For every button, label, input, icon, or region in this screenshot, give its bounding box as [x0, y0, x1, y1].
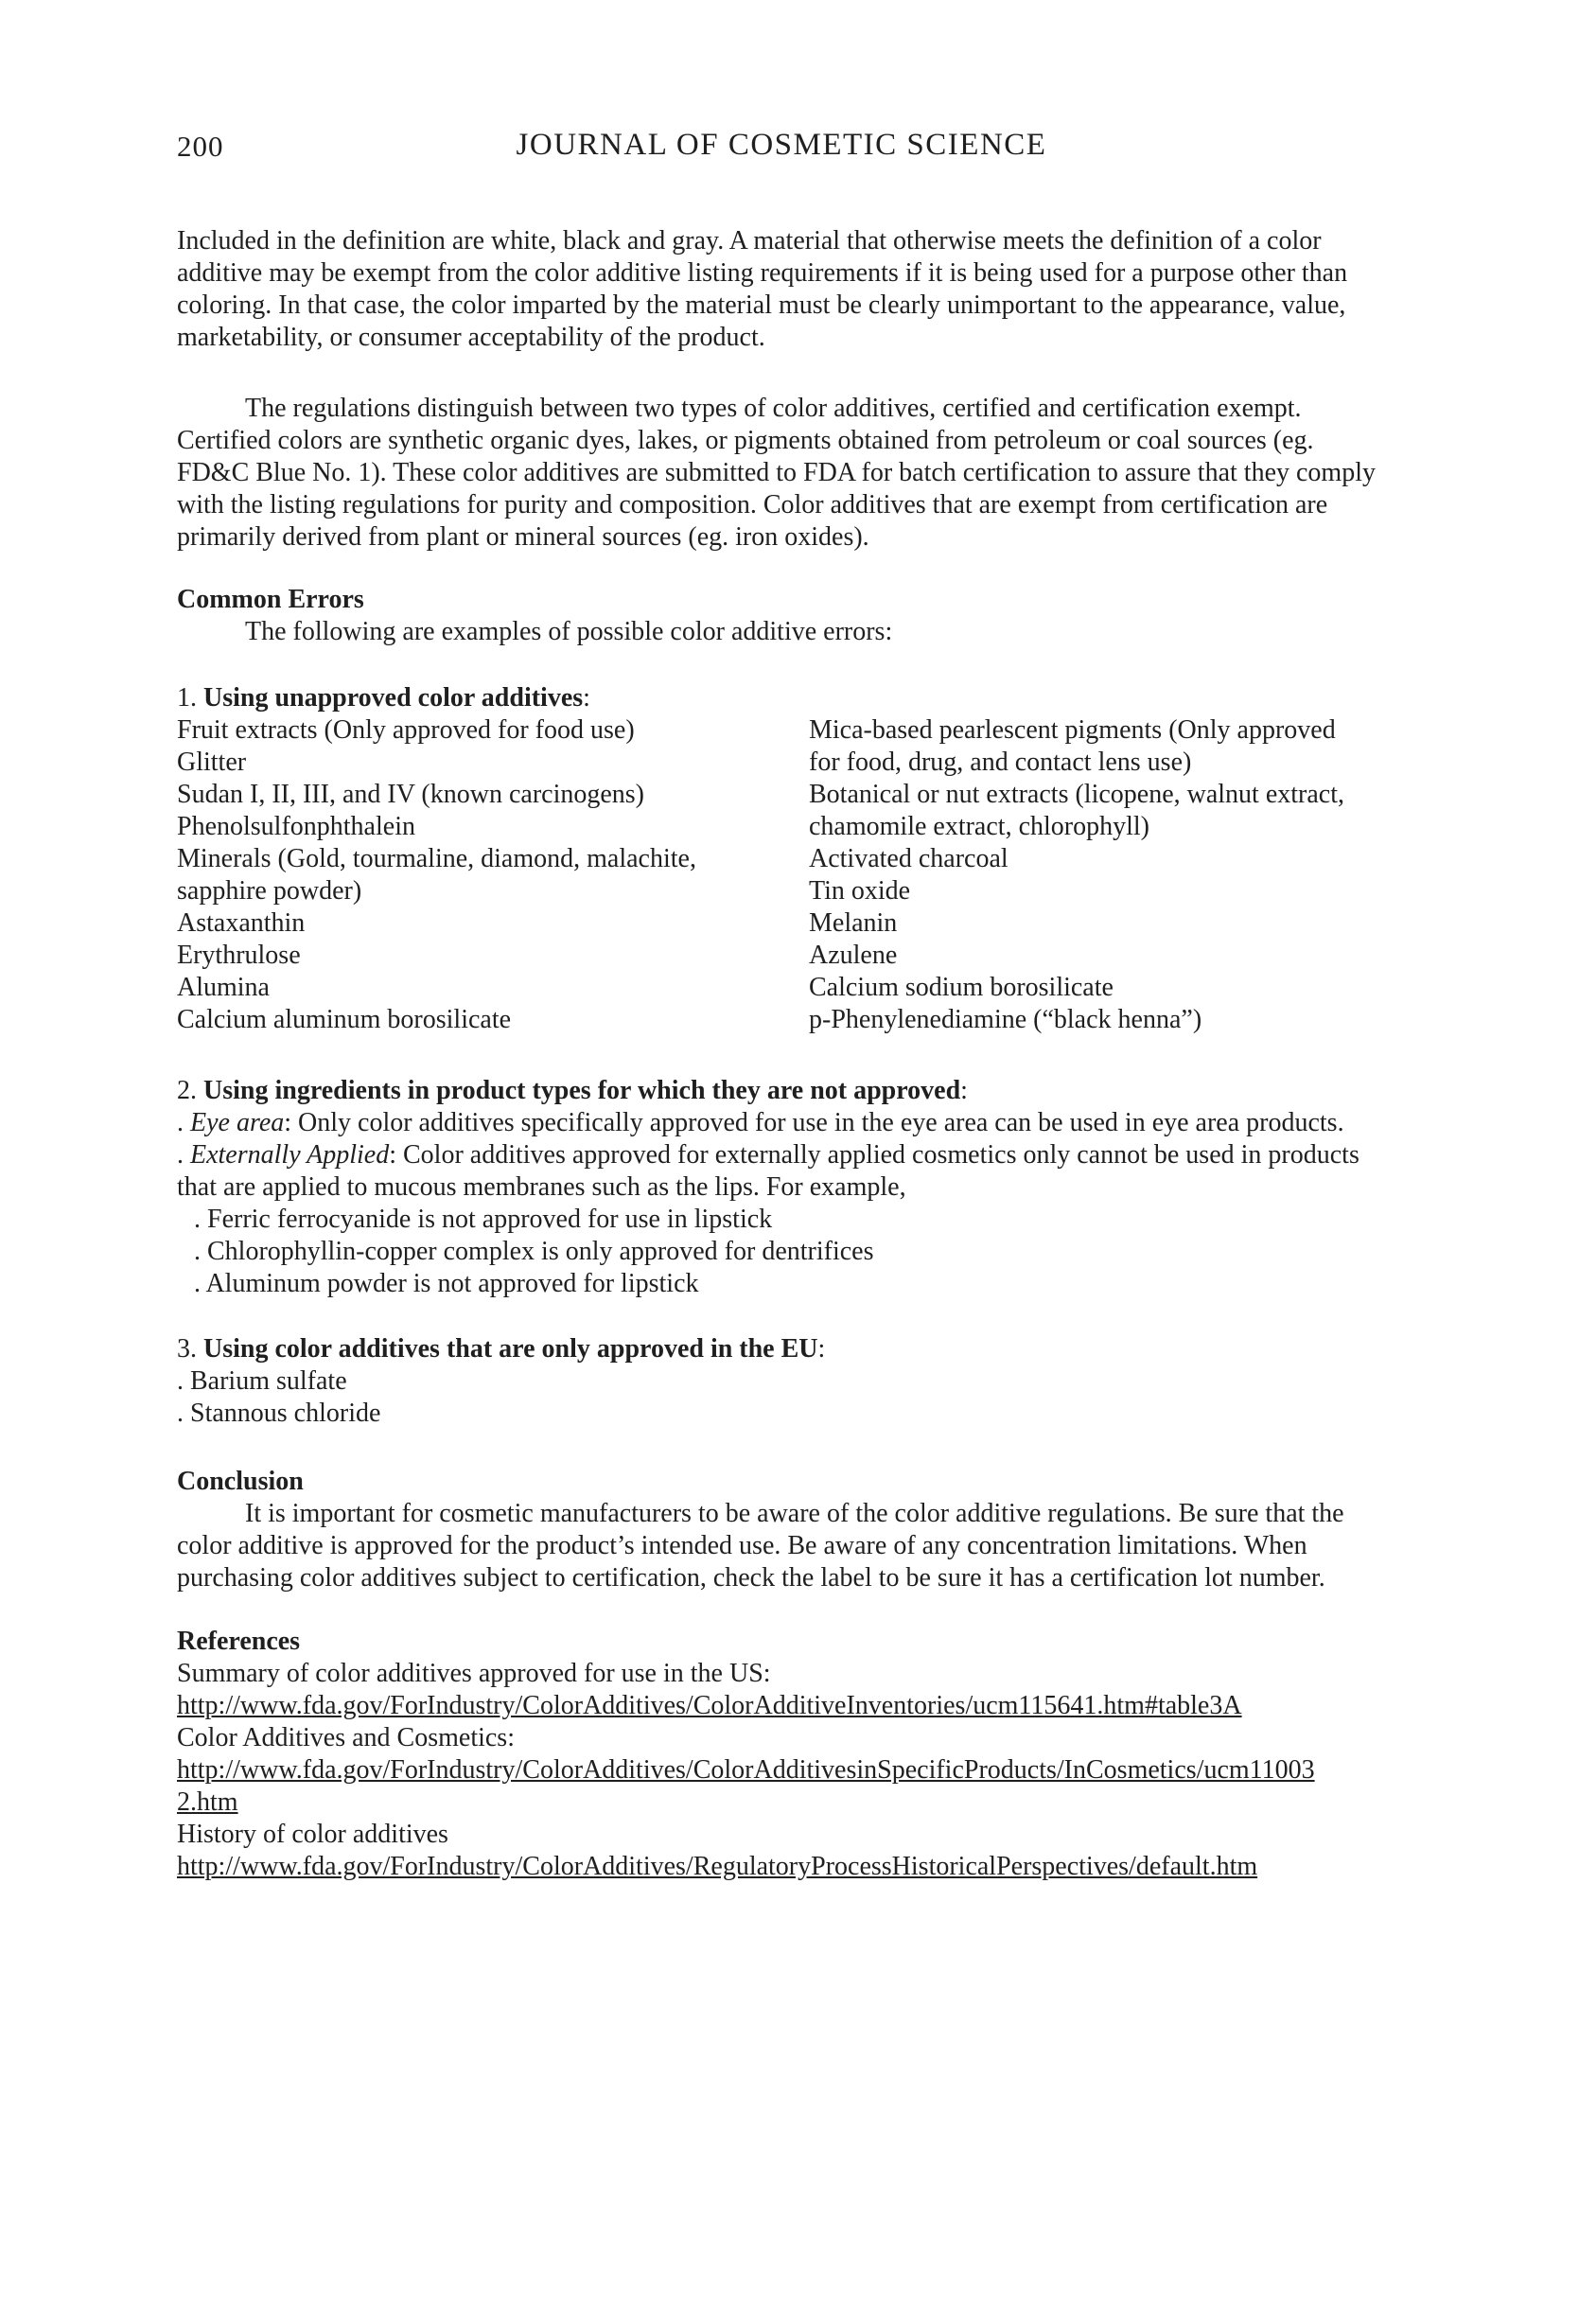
reference-link-row [177, 1787, 1386, 1819]
reference-label: Color Additives and Cosmetics: [177, 1723, 515, 1752]
list-line: Phenolsulfonphthalein [177, 812, 415, 841]
intro-paragraph: Included in the definition are white, black and gray. A material that otherwise meets the definition of a color additive may be exempt from the color additive listing requirements if it is being used for a purpose other than coloring. In that case, the color imparted by the material must be clearly unimportant to the appearance, value, marketability, or consumer acceptability of the product. [177, 226, 1348, 352]
bullet-lead-italic: Eye area [190, 1108, 285, 1137]
list-col-right [809, 714, 1344, 1036]
reference-link-row [177, 1851, 1386, 1883]
list-line: Minerals (Gold, tourmaline, diamond, malachite, [177, 844, 696, 873]
list-line: Calcium aluminum borosilicate [177, 1005, 512, 1034]
list-line: Alumina [177, 973, 270, 1002]
error-item-3-colon: : [817, 1334, 826, 1364]
bullet-dot: . [177, 1140, 190, 1170]
list-line: Botanical or nut extracts (licopene, walnut extract, [809, 780, 1345, 809]
bullet-line-item3: . Barium sulfate [177, 1366, 347, 1396]
reference-label: History of color additives [177, 1820, 448, 1849]
bullet-text: : Color additives approved for externally applied cosmetics only cannot be used in products that are applied to mucous membranes such as the lips. For example, [177, 1140, 1359, 1202]
list-col-left [177, 714, 809, 1036]
list-line: Melanin [809, 908, 898, 938]
bullet-paragraph [177, 1107, 1386, 1139]
error-item-2-heading [177, 1075, 1386, 1107]
error-item-3-number: 3. [177, 1334, 203, 1364]
error-item-2-number: 2. [177, 1076, 203, 1105]
list-line: Astaxanthin [177, 908, 306, 938]
list-line: chamomile extract, chlorophyll) [809, 812, 1149, 841]
list-line: for food, drug, and contact lens use) [809, 748, 1192, 777]
list-line: Calcium sodium borosilicate [809, 973, 1114, 1002]
reference-label: Summary of color additives approved for use in the US: [177, 1659, 771, 1688]
error-item-1-number: 1. [177, 683, 203, 713]
unapproved-additives-columns [177, 714, 1386, 1036]
list-line: Mica-based pearlescent pigments (Only approved [809, 715, 1336, 745]
references-list [177, 1658, 1386, 1883]
error-item-2-colon: : [960, 1076, 968, 1105]
reference-link-row [177, 1754, 1386, 1787]
error-item-1-title: Using unapproved color additives [203, 683, 584, 713]
error-item-2-title: Using ingredients in product types for which they are not approved [203, 1076, 961, 1105]
conclusion-paragraph: It is important for cosmetic manufacturers to be aware of the color additive regulations. Be sure that the color additive is approved for the product’s intended use. Be aware of any concentration limitations. When purchasing color additives subject to certification, check the label to be sure it has a certification lot number. [177, 1499, 1344, 1593]
error-item-1-heading [177, 682, 1386, 714]
list-line: Azulene [809, 941, 898, 970]
list-line: Erythrulose [177, 941, 301, 970]
list-line: Activated charcoal [809, 844, 1008, 873]
common-errors-heading: Common Errors [177, 585, 364, 614]
list-line: Sudan I, II, III, and IV (known carcinogens) [177, 780, 644, 809]
error-item-1-colon: : [583, 683, 590, 713]
reference-link[interactable]: http://www.fda.gov/ForIndustry/ColorAdditives/ColorAdditiveInventories/ucm115641.htm#table3A [177, 1691, 1242, 1720]
sub-bullet-line: . Chlorophyllin-copper complex is only approved for dentrifices [194, 1237, 874, 1266]
journal-title: JOURNAL OF COSMETIC SCIENCE [516, 128, 1047, 162]
error-item-2-bullets [177, 1107, 1386, 1204]
error-item-3-heading [177, 1333, 1386, 1365]
common-errors-intro: The following are examples of possible color additive errors: [245, 617, 893, 646]
reference-link-row [177, 1690, 1386, 1722]
bullet-line-item3: . Stannous chloride [177, 1399, 381, 1428]
error-item-3-bullets [177, 1365, 1386, 1430]
bullet-lead-italic: Externally Applied [190, 1140, 390, 1170]
bullet-paragraph [177, 1139, 1386, 1204]
error-item-2-sub-bullets [177, 1204, 1386, 1300]
page-header [177, 129, 1386, 163]
conclusion-heading: Conclusion [177, 1467, 304, 1496]
reference-link[interactable]: http://www.fda.gov/ForIndustry/ColorAdditives/RegulatoryProcessHistoricalPerspectives/default.htm [177, 1852, 1258, 1881]
list-line: Glitter [177, 748, 247, 777]
sub-bullet-line: . Aluminum powder is not approved for lipstick [194, 1269, 699, 1298]
sub-bullet-line: . Ferric ferrocyanide is not approved for use in lipstick [194, 1205, 773, 1234]
reference-link[interactable]: http://www.fda.gov/ForIndustry/ColorAdditives/ColorAdditivesinSpecificProducts/InCosmetics/ucm11003 [177, 1755, 1315, 1785]
bullet-text: : Only color additives specifically approved for use in the eye area can be used in eye area products. [284, 1108, 1344, 1137]
list-line: Tin oxide [809, 876, 911, 906]
list-line: Fruit extracts (Only approved for food use) [177, 715, 635, 745]
list-line: p-Phenylenediamine (“black henna”) [809, 1005, 1202, 1034]
error-item-3-title: Using color additives that are only approved in the EU [203, 1334, 818, 1364]
regulations-paragraph: The regulations distinguish between two types of color additives, certified and certification exempt. Certified colors are synthetic organic dyes, lakes, or pigments obtained from petroleum or coal sources (eg. FD&C Blue No. 1). These color additives are submitted to FDA for batch certification to assure that they comply with the listing regulations for purity and composition. Color additives that are exempt from certification are primarily derived from plant or mineral sources (eg. iron oxides). [177, 394, 1376, 552]
bullet-dot: . [177, 1108, 190, 1137]
page-number: 200 [177, 130, 224, 163]
list-line: sapphire powder) [177, 876, 362, 906]
reference-link[interactable]: 2.htm [177, 1787, 238, 1817]
references-heading: References [177, 1627, 301, 1656]
